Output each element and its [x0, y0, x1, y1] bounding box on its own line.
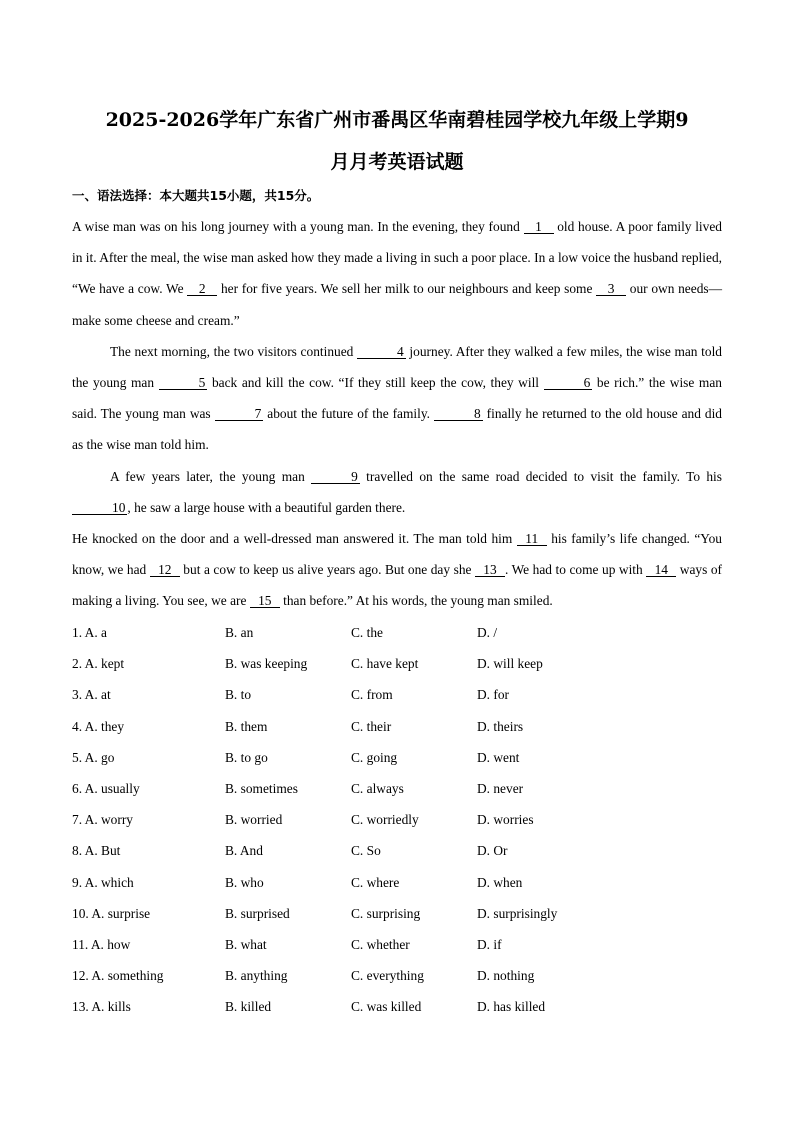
option-b: B. to go	[225, 749, 268, 765]
blank-8: 8	[434, 407, 483, 421]
question-row	[72, 679, 722, 710]
option-b: B. to	[225, 687, 252, 703]
option-d: D. /	[477, 625, 498, 640]
option-a: 2. A. kept	[72, 656, 125, 672]
question-row	[72, 960, 722, 991]
option-d: D. surprisingly	[477, 905, 558, 921]
option-c: C. always	[351, 780, 404, 796]
passage-text: his family’s life changed. “You know, we had	[72, 531, 723, 578]
option-c: C. going	[351, 749, 398, 765]
question-row	[72, 929, 722, 960]
blank-11: 11	[517, 532, 547, 546]
option-d: D. when	[477, 874, 523, 890]
blank-3: 3	[596, 282, 626, 296]
blank-10: 10	[72, 501, 127, 515]
passage-text: our own needs—make some cheese and cream.”	[72, 281, 722, 328]
option-c: C. the	[351, 625, 383, 640]
blank-9: 9	[311, 470, 360, 484]
blank-7: 7	[215, 407, 264, 421]
blank-13: 13	[475, 563, 505, 577]
option-b: B. was keeping	[225, 656, 308, 672]
cloze-passage	[72, 211, 722, 617]
question-row	[72, 617, 722, 648]
option-c: C. have kept	[351, 656, 419, 672]
option-a: 6. A. usually	[72, 780, 140, 796]
option-a: 7. A. worry	[72, 812, 133, 828]
passage-text: . We had to come up with	[504, 562, 647, 578]
option-d: D. worries	[477, 812, 534, 828]
passage-text: than before.” At his words, the young man smiled.	[279, 593, 553, 609]
passage-text: old house. A poor family lived in it. After the meal, the wise man asked how they made a living in such a poor place. In a low voice the husband replied, “We have a cow. We	[72, 219, 722, 297]
option-b: B. surprised	[225, 905, 290, 921]
question-row	[72, 991, 722, 1022]
option-a: 4. A. they	[72, 718, 125, 734]
option-a: 5. A. go	[72, 749, 115, 765]
option-b: B. killed	[225, 999, 272, 1015]
option-d: D. has killed	[477, 999, 546, 1015]
option-d: D. for	[477, 687, 509, 703]
option-c: C. their	[351, 718, 392, 734]
option-d: D. theirs	[477, 718, 524, 734]
passage-text: finally he returned to the old house and did as the wise man told him.	[72, 406, 723, 453]
passage-text: be rich.” the wise man said. The young man was	[72, 375, 722, 422]
option-a: 13. A. kills	[72, 999, 131, 1015]
passage-text: about the future of the family.	[263, 406, 434, 422]
section-heading: 一、语法选择：本大题共15小题，共15分。	[72, 188, 320, 203]
blank-15: 15	[250, 594, 280, 608]
option-c: C. worriedly	[351, 812, 419, 828]
option-b: B. anything	[225, 968, 288, 984]
option-c: C. So	[351, 843, 381, 859]
question-row	[72, 773, 722, 804]
question-row	[72, 898, 722, 929]
passage-text: travelled on the same road decided to visit the family. To his	[359, 468, 722, 484]
passage-text: back and kill the cow. “If they still keep the cow, they will	[207, 375, 544, 391]
passage-text: , he saw a large house with a beautiful garden there.	[127, 499, 406, 515]
option-b: B. what	[225, 936, 267, 952]
option-c: C. surprising	[351, 905, 421, 921]
option-a: 8. A. But	[72, 843, 121, 859]
passage-paragraph-3	[72, 461, 722, 523]
question-row	[72, 742, 722, 773]
option-c: C. was killed	[351, 999, 422, 1015]
option-b: B. an	[225, 625, 254, 640]
passage-text: A few years later, the young man	[110, 468, 312, 484]
option-a: 9. A. which	[72, 874, 134, 890]
passage-paragraph-4	[72, 523, 722, 617]
passage-text: her for five years. We sell her milk to our neighbours and keep some	[217, 281, 597, 297]
answer-options	[72, 617, 722, 1022]
passage-paragraph-1	[72, 211, 722, 336]
option-a: 3. A. at	[72, 687, 111, 703]
question-row	[72, 711, 722, 742]
question-row	[72, 648, 722, 679]
option-d: D. will keep	[477, 656, 543, 672]
option-b: B. And	[225, 843, 263, 859]
option-d: D. went	[477, 749, 520, 765]
passage-text: ways of making a living. You see, we are	[72, 562, 722, 609]
option-d: D. never	[477, 780, 524, 796]
passage-text: but a cow to keep us alive years ago. But one day she	[179, 562, 475, 578]
option-b: B. sometimes	[225, 780, 298, 796]
passage-text: A wise man was on his long journey with a young man. In the evening, they found	[72, 219, 524, 234]
title-line-2: 月月考英语试题	[330, 151, 464, 173]
passage-text: The next morning, the two visitors continued	[110, 343, 358, 359]
question-row	[72, 867, 722, 898]
passage-text: He knocked on the door and a well-dressed man answered it. The man told him	[72, 531, 517, 547]
question-row	[72, 835, 722, 866]
option-d: D. if	[477, 936, 502, 952]
passage-paragraph-2	[72, 336, 722, 461]
option-b: B. who	[225, 874, 264, 890]
option-d: D. Or	[477, 843, 508, 859]
title-line-1: 2025-2026学年广东省广州市番禺区华南碧桂园学校九年级上学期9	[105, 109, 689, 131]
blank-5: 5	[159, 376, 208, 390]
passage-text: journey. After they walked a few miles, the wise man told the young man	[72, 343, 723, 391]
option-a: 1. A. a	[72, 625, 107, 640]
blank-14: 14	[646, 563, 676, 577]
option-c: C. from	[351, 687, 393, 703]
option-a: 11. A. how	[72, 936, 131, 952]
option-c: C. where	[351, 874, 400, 890]
blank-12: 12	[150, 563, 180, 577]
option-b: B. worried	[225, 812, 283, 828]
blank-2: 2	[187, 282, 217, 296]
option-b: B. them	[225, 718, 268, 734]
page-title	[60, 99, 734, 183]
option-d: D. nothing	[477, 968, 535, 984]
option-c: C. whether	[351, 936, 410, 952]
blank-1: 1	[524, 220, 554, 234]
option-c: C. everything	[351, 968, 424, 984]
option-a: 10. A. surprise	[72, 905, 151, 921]
blank-6: 6	[544, 376, 593, 390]
question-row	[72, 804, 722, 835]
blank-4: 4	[357, 345, 406, 359]
option-a: 12. A. something	[72, 968, 164, 984]
